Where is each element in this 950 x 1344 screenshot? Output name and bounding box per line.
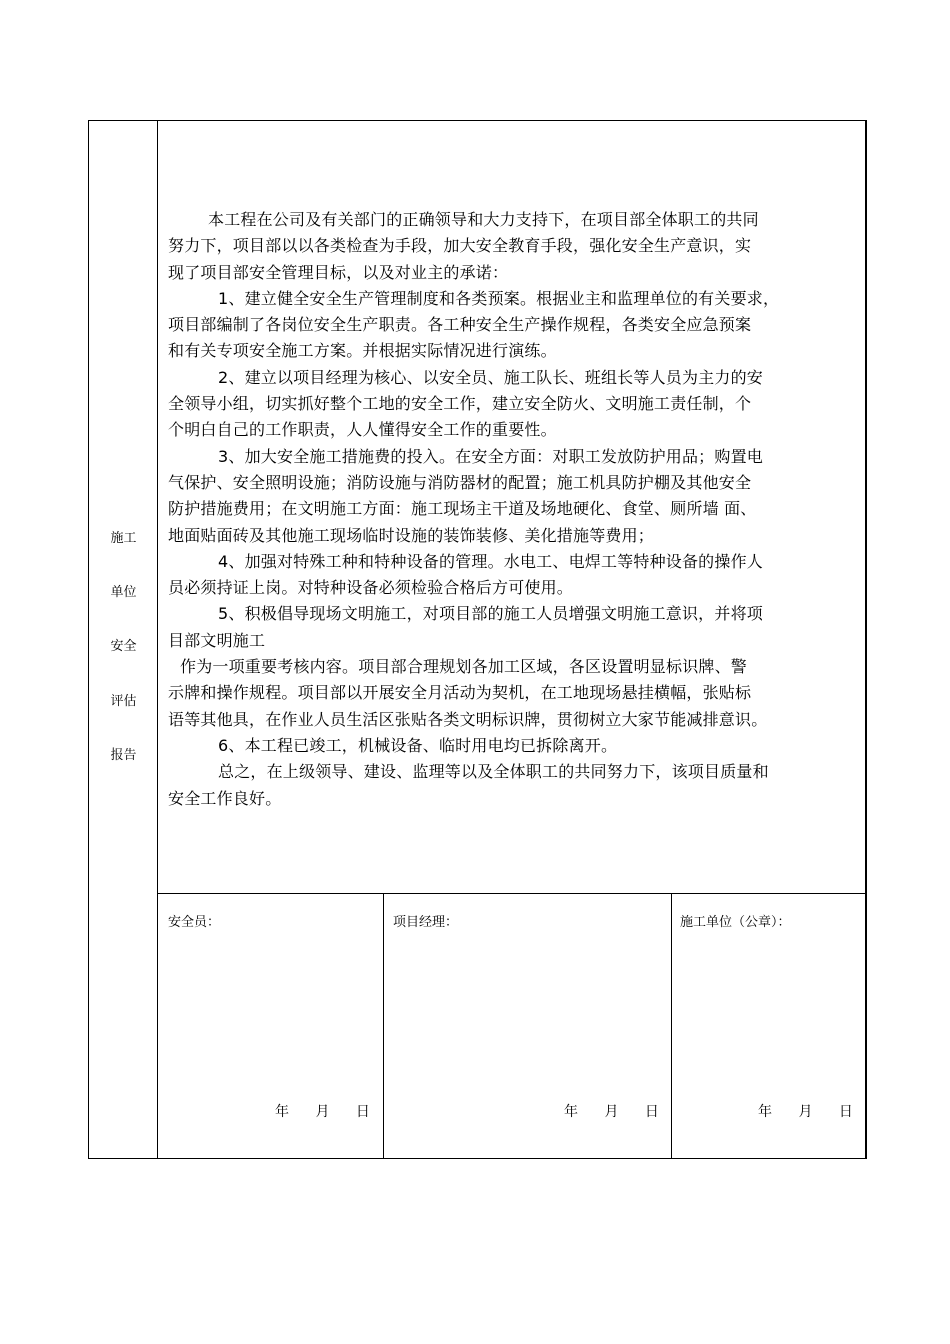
- report-line: 作为一项重要考核内容。项目部合理规划各加工区域，各区设置明显标识牌、警: [180, 657, 748, 677]
- report-form-table: [88, 120, 867, 1159]
- report-line: 本工程在公司及有关部门的正确领导和大力支持下，在项目部全体职工的共同: [208, 210, 759, 229]
- side-label: 单位: [110, 585, 137, 600]
- signature-row-divider: [158, 893, 866, 894]
- report-line: 总之，在上级领导、建设、监理等以及全体职工的共同努力下，该项目质量和: [218, 762, 769, 782]
- report-line: 地面贴面砖及其他施工现场临时设施的装饰装修、美化措施等费用；: [168, 525, 655, 545]
- side-label: 施工: [110, 531, 137, 546]
- signature-divider-1: [383, 893, 384, 1158]
- date-day: 日: [644, 1104, 659, 1120]
- report-line: 个明白自己的工作职责，人人懂得安全工作的重要性。: [168, 420, 557, 440]
- report-line: 2、建立以项目经理为核心、以安全员、施工队长、班组长等人员为主力的安: [218, 367, 763, 387]
- date-year: 年: [275, 1104, 289, 1120]
- report-line: 安全工作良好。: [168, 788, 282, 808]
- report-line: 和有关专项安全施工方案。并根据实际情况进行演练。: [168, 341, 557, 361]
- date-year: 年: [758, 1104, 772, 1120]
- report-line: 全领导小组，切实抓好整个工地的安全工作，建立安全防火、文明施工责任制，个: [168, 394, 752, 414]
- date-month: 月: [604, 1104, 619, 1120]
- report-line: 努力下，项目部以以各类检查为手段，加大安全教育手段，强化安全生产意识，实: [168, 236, 752, 256]
- report-line: 4、加强对特殊工种和特种设备的管理。水电工、电焊工等特种设备的操作人: [218, 551, 763, 571]
- date-safety-officer: [275, 1103, 370, 1121]
- side-label-column: [89, 121, 158, 1158]
- report-line: 防护措施费用；在文明施工方面：施工现场主干道及场地硬化、食堂、厕所墙 面、: [168, 499, 757, 519]
- report-line: 语等其他具，在作业人员生活区张贴各类文明标识牌，贯彻树立大家节能减排意识。: [168, 709, 768, 729]
- date-project-manager: [564, 1103, 659, 1121]
- side-label: 报告: [110, 748, 137, 763]
- report-line: 1、建立健全安全生产管理制度和各类预案。根据业主和监理单位的有关要求，: [218, 288, 780, 308]
- report-line: 5、积极倡导现场文明施工，对项目部的施工人员增强文明施工意识，并将项: [218, 604, 763, 624]
- date-month: 月: [315, 1104, 330, 1120]
- report-line: 示牌和操作规程。项目部以开展安全月活动为契机，在工地现场悬挂横幅，张贴标: [168, 683, 752, 703]
- report-line: 6、本工程已竣工，机械设备、临时用电均已拆除离开。: [218, 735, 618, 755]
- signature-divider-2: [671, 893, 672, 1158]
- report-line: 员必须持证上岗。对特种设备必须检验合格后方可使用。: [168, 578, 574, 598]
- report-line: 3、加大安全施工措施费的投入。在安全方面：对职工发放防护用品；购置电: [218, 446, 763, 466]
- safety-officer-label: 安全员：: [168, 915, 221, 930]
- project-manager-label: 项目经理：: [393, 915, 459, 930]
- construction-unit-label: 施工单位（公章）：: [680, 915, 791, 930]
- date-month: 月: [798, 1104, 813, 1120]
- report-line: 项目部编制了各岗位安全生产职责。各工种安全生产操作规程，各类安全应急预案: [168, 315, 752, 335]
- side-label: 安全: [110, 639, 137, 654]
- side-label: 评估: [110, 694, 137, 709]
- date-year: 年: [564, 1104, 578, 1120]
- date-day: 日: [838, 1104, 853, 1120]
- date-day: 日: [355, 1104, 370, 1120]
- date-construction-unit: [758, 1103, 853, 1121]
- report-line: 气保护、安全照明设施；消防设施与消防器材的配置；施工机具防护棚及其他安全: [168, 472, 752, 492]
- report-body: [168, 207, 868, 812]
- report-line: 现了项目部安全管理目标，以及对业主的承诺：: [168, 262, 509, 282]
- report-line: 目部文明施工: [168, 630, 266, 650]
